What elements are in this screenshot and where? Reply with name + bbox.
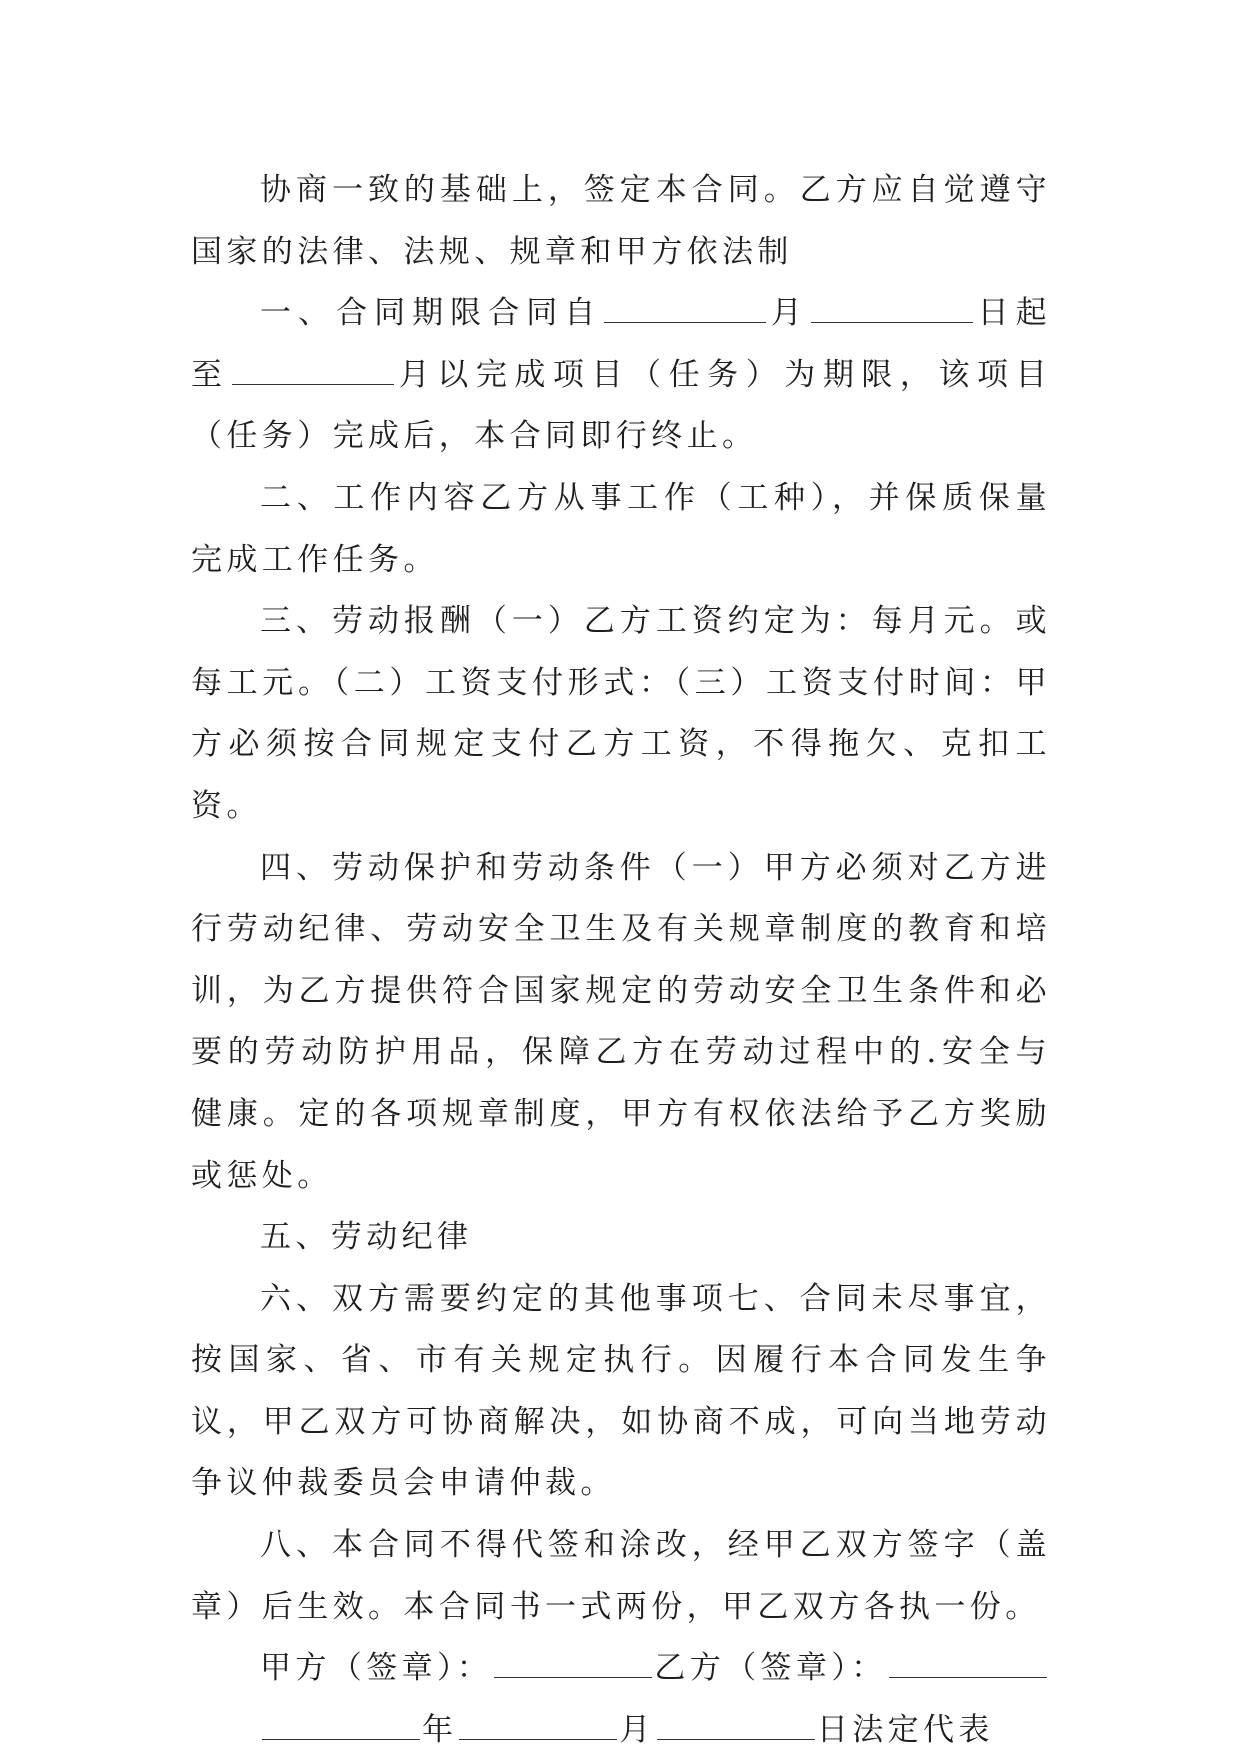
signature-line-date xyxy=(191,1700,1051,1761)
paragraph-work-content: 二、工作内容乙方从事工作（工种），并保质保量完成工作任务。 xyxy=(191,479,1051,578)
party-a-signature-blank xyxy=(494,1647,652,1678)
year-blank xyxy=(262,1709,420,1740)
paragraph-labor-discipline: 五、劳动纪律 xyxy=(260,1219,473,1256)
signature-section xyxy=(191,1638,1051,1761)
start-date-blank xyxy=(604,292,766,323)
paragraph-intro: 协商一致的基础上，签定本合同。乙方应自觉遵守国家的法律、法规、规章和甲方依法制 xyxy=(191,172,1051,270)
term-month-text: 月 xyxy=(768,295,809,332)
start-day-blank xyxy=(811,292,973,323)
month-blank xyxy=(459,1709,617,1740)
party-b-label: 乙方（签章）： xyxy=(654,1650,887,1687)
term-label: 一、合同期限合同自 xyxy=(260,295,603,332)
party-b-signature-blank xyxy=(889,1647,1047,1678)
term-rest-text: 月以完成项目（任务）为期限，该项目（任务）完成后，本合同即行终止。 xyxy=(191,356,1051,455)
party-a-label: 甲方（签章）： xyxy=(260,1650,493,1687)
contract-body xyxy=(191,160,1051,1761)
term-until-text: 日起至 xyxy=(191,295,1051,393)
paragraph-signing-terms: 八、本合同不得代签和涂改，经甲乙双方签字（盖章）后生效。本合同书一式两份，甲乙双方各执一份。 xyxy=(191,1527,1051,1625)
signature-line-parties xyxy=(191,1638,1051,1700)
month-label: 月 xyxy=(619,1711,655,1748)
year-label: 年 xyxy=(422,1711,458,1748)
paragraph-other-matters: 六、双方需要约定的其他事项七、合同未尽事宜，按国家、省、市有关规定执行。因履行本合同发生争议，甲乙双方可协商解决，如协商不成，可向当地劳动争议仲裁委员会申请仲裁。 xyxy=(191,1280,1051,1502)
paragraph-labor-protection: 四、劳动保护和劳动条件（一）甲方必须对乙方进行劳动纪律、劳动安全卫生及有关规章制度的教育和培训，为乙方提供符合国家规定的劳动安全卫生条件和必要的劳动防护用品，保障乙方在劳动过程中的.安全与健康。定的各项规章制度，甲方有权依法给予乙方奖励或惩处。 xyxy=(191,849,1051,1194)
day-blank xyxy=(657,1709,815,1740)
end-date-blank xyxy=(232,354,394,385)
paragraph-contract-term xyxy=(191,283,1051,468)
day-representative-label: 日法定代表 xyxy=(816,1711,994,1748)
paragraph-remuneration: 三、劳动报酬（一）乙方工资约定为：每月元。或每工元。（二）工资支付形式：（三）工资支付时间：甲方必须按合同规定支付乙方工资，不得拖欠、克扣工资。 xyxy=(191,603,1051,824)
